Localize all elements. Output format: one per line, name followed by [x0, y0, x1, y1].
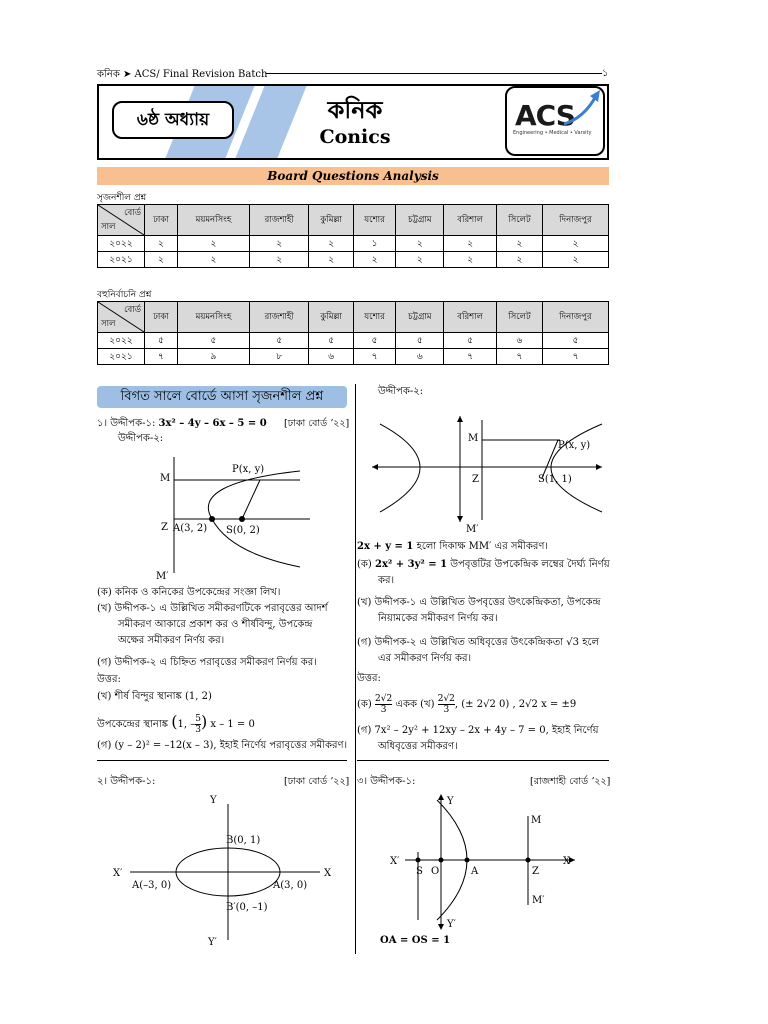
board-header-cell: দিনাজপুর	[543, 205, 609, 236]
count-cell: ২	[543, 236, 609, 252]
fig-label-Z: Z	[532, 866, 539, 877]
board-header-cell: রাজশাহী	[250, 205, 309, 236]
count-cell: ২	[396, 236, 444, 252]
q3-stimulus: ৩। উদ্দীপক-১:	[357, 776, 416, 787]
fig-label-Mprime: M′	[466, 524, 479, 535]
q1-stimulus2: উদ্দীপক-২:	[118, 433, 164, 444]
fig-label-S: S	[416, 866, 423, 877]
count-cell: ২	[353, 252, 395, 268]
fig-label-Mprime: M′	[532, 895, 545, 906]
q1-part-b-line2: সমীকরণ আকারে প্রকাশ কর ও শীর্ষবিন্দু, উপকেন্দ্র	[118, 619, 313, 630]
q1-answer-b1: (খ) শীর্ষ বিন্দুর স্থানাঙ্ক (1, 2)	[97, 691, 212, 702]
q1r-stimulus2: উদ্দীপক-২:	[378, 386, 424, 397]
q1-answer-label: উত্তর:	[97, 674, 121, 685]
q1r-answer-ab: (ক) $\frac{2√2}{3}$ একক (খ) $\frac{2√2}{3}$ , (± 2√2 0) , 2√2 x = ±9	[357, 694, 577, 715]
board-header-cell: সিলেট	[496, 302, 542, 333]
board-header-cell: চট্টগ্রাম	[396, 302, 444, 333]
mcq-table-caption: বহুনির্বাচনি প্রশ্ন	[97, 290, 152, 300]
q1r-part-a: (ক) 2x² + 3y² = 1 উপবৃত্তটির উপকেন্দ্রিক লম্বের দৈর্ঘ্য নির্ণয়	[357, 559, 610, 570]
table-row	[98, 333, 609, 349]
count-cell: ৭	[145, 349, 178, 365]
q1r-part-b-line1: (খ) উদ্দীপক-১ এ উল্লিখিত উপবৃত্তের উৎকেন্দ্রিকতা, উপকেন্দ্র	[357, 597, 601, 608]
count-cell: ২	[177, 236, 249, 252]
count-cell: ৫	[309, 333, 354, 349]
count-cell: ৫	[250, 333, 309, 349]
fig-label-B: B(0, 1)	[226, 835, 261, 846]
chapter-title-en: Conics	[319, 126, 391, 148]
count-cell: ২	[496, 236, 542, 252]
count-cell: ২	[250, 252, 309, 268]
fig-label-P: P(x, y)	[232, 464, 265, 475]
year-cell: ২০২১	[98, 349, 145, 365]
count-cell: ১	[353, 236, 395, 252]
q1r-hyperbola-figure	[370, 412, 610, 537]
q1-stimulus1: ১। উদ্দীপক-১: 3x² – 4y – 6x – 5 = 0	[97, 418, 267, 429]
question-divider	[357, 760, 609, 761]
fig-label-O: O	[431, 866, 440, 877]
creative-questions-table	[97, 204, 609, 268]
q3-parabola-figure	[385, 790, 585, 935]
chapter-label: ৬ষ্ঠ অধ্যায়	[112, 101, 234, 139]
q3-board: [রাজশাহী বোর্ড ʼ২২]	[530, 776, 611, 787]
fig-label-S: S(0, 2)	[226, 525, 260, 536]
mcq-questions-table	[97, 301, 609, 365]
table-row	[98, 349, 609, 365]
header-rule	[266, 73, 602, 74]
fig-label-A-neg: A(–3, 0)	[132, 880, 172, 891]
count-cell: ৫	[353, 333, 395, 349]
q2-stimulus: ২। উদ্দীপক-১:	[97, 776, 156, 787]
section-title: বিগত সালে বোর্ডে আসা সৃজনশীল প্রশ্ন	[97, 386, 347, 408]
board-header-cell: ঢাকা	[145, 205, 178, 236]
fig-label-Bprime: B′(0, –1)	[226, 902, 268, 913]
logo-text: ACS	[515, 99, 575, 132]
fig-label-M: M	[468, 433, 479, 444]
fig-label-A: A(3, 0)	[273, 880, 308, 891]
count-cell: ২	[396, 252, 444, 268]
fig-label-X: X	[563, 856, 571, 867]
table-corner-cell: বোর্ড সাল	[98, 205, 145, 236]
board-header-cell: সিলেট	[496, 205, 542, 236]
fig-label-Yprime: Y′	[447, 919, 456, 930]
fig-label-Y: Y	[447, 796, 454, 807]
count-cell: ২	[250, 236, 309, 252]
count-cell: ৬	[396, 349, 444, 365]
year-cell: ২০২১	[98, 252, 145, 268]
q1-part-c: (গ) উদ্দীপক-২ এ চিহ্নিত পরাবৃত্তের সমীকরণ নির্ণয় কর।	[97, 657, 317, 668]
board-header-cell: যশোর	[353, 205, 395, 236]
count-cell: ৫	[145, 333, 178, 349]
logo-arrow-icon	[560, 88, 604, 128]
year-cell: ২০২২	[98, 236, 145, 252]
fig-label-P: P(x, y)	[558, 440, 591, 451]
q1-answer-b2: উপকেন্দ্রের স্থানাঙ্ক (1, – $\frac{5}{3}$ ) x – 1 = 0	[97, 712, 255, 735]
table-corner-cell: বোর্ড সাল	[98, 302, 145, 333]
count-cell: ৭	[353, 349, 395, 365]
count-cell: ৯	[177, 349, 249, 365]
board-header-cell: ঢাকা	[145, 302, 178, 333]
fig-label-Z: Z	[161, 522, 168, 533]
count-cell: ৫	[177, 333, 249, 349]
count-cell: ২	[145, 252, 178, 268]
q1r-part-c-line1: (গ) উদ্দীপক-২ এ উল্লিখিত অধিবৃত্তের উৎকেন্দ্রিকতা √3 হলে	[357, 637, 599, 648]
header-breadcrumb: কনিক ➤ ACS/ Final Revision Batch	[97, 69, 268, 80]
board-header-cell: ময়মনসিংহ	[177, 205, 249, 236]
count-cell: ৭	[496, 349, 542, 365]
q1r-answer-c-line2: অধিবৃত্তের সমীকরণ।	[378, 741, 458, 752]
board-header-cell: চট্টগ্রাম	[396, 205, 444, 236]
q1r-answer-c-line1: (গ) 7x² – 2y² + 12xy – 2x + 4y – 7 = 0, ইহাই নির্ণেয়	[357, 725, 599, 736]
q1-answer-c: (গ) (y – 2)² = –12(x – 3), ইহাই নির্ণেয় পরাবৃত্তের সমীকরণ।	[97, 740, 348, 751]
q2-ellipse-figure	[110, 790, 345, 950]
board-header-cell: কুমিল্লা	[309, 302, 354, 333]
count-cell: ২	[309, 236, 354, 252]
board-header-cell: বরিশাল	[444, 205, 496, 236]
fig-label-X: X	[324, 868, 332, 879]
q1-part-b-line3: অক্ষের সমীকরণ নির্ণয় কর।	[118, 635, 225, 646]
q2-board: [ঢাকা বোর্ড ʼ২২]	[284, 776, 350, 787]
count-cell: ২	[444, 236, 496, 252]
analysis-bar: Board Questions Analysis	[97, 167, 609, 185]
board-header-cell: বরিশাল	[444, 302, 496, 333]
fig-label-A: A(3, 2)	[173, 523, 208, 534]
q1r-directrix: 2x + y = 1 হলো দিকাক্ষ MM′ এর সমীকরণ।	[357, 541, 549, 552]
q1r-part-a-line2: কর।	[378, 575, 395, 586]
chapter-title-bn: কনিক	[327, 96, 383, 124]
logo-tagline: Engineering • Medical • Varsity	[513, 130, 592, 136]
fig-label-Y: Y	[210, 795, 217, 806]
page-number: ১	[602, 68, 609, 79]
fig-label-S: S(1, 1)	[538, 474, 572, 485]
q1r-part-c-line2: এর সমীকরণ নির্ণয় কর।	[378, 653, 472, 664]
creative-table-caption: সৃজনশীল প্রশ্ন	[97, 193, 147, 203]
count-cell: ৭	[444, 349, 496, 365]
count-cell: ৬	[309, 349, 354, 365]
count-cell: ২	[177, 252, 249, 268]
board-header-cell: কুমিল্লা	[309, 205, 354, 236]
fig-label-A: A	[471, 866, 479, 877]
count-cell: ২	[543, 252, 609, 268]
count-cell: ৮	[250, 349, 309, 365]
q1r-part-b-line2: নিয়ামকের সমীকরণ নির্ণয় কর।	[378, 613, 498, 624]
count-cell: ২	[145, 236, 178, 252]
year-cell: ২০২২	[98, 333, 145, 349]
board-header-cell: রাজশাহী	[250, 302, 309, 333]
fig-label-Z: Z	[472, 474, 479, 485]
table-row	[98, 236, 609, 252]
count-cell: ৫	[543, 333, 609, 349]
fig-label-Xprime: X′	[390, 856, 400, 867]
q1-board: [ঢাকা বোর্ড ʼ২২]	[284, 418, 350, 429]
fig-label-Yprime: Y′	[208, 937, 217, 948]
q1-part-b-line1: (খ) উদ্দীপক-১ এ উল্লিখিত সমীকরণটিকে পরাবৃত্তের আদর্শ	[97, 603, 328, 614]
count-cell: ২	[444, 252, 496, 268]
count-cell: ২	[309, 252, 354, 268]
question-divider	[97, 760, 347, 761]
table-row	[98, 252, 609, 268]
count-cell: ২	[496, 252, 542, 268]
fig-label-Xprime: X′	[113, 868, 123, 879]
board-header-cell: যশোর	[353, 302, 395, 333]
board-header-cell: দিনাজপুর	[543, 302, 609, 333]
fig-label-Mprime: M′	[156, 571, 169, 582]
q1r-answer-label: উত্তর:	[357, 673, 381, 684]
q1-parabola-figure	[150, 455, 320, 585]
fig-label-M: M	[531, 815, 542, 826]
fig-label-M: M	[160, 473, 171, 484]
count-cell: ৫	[444, 333, 496, 349]
board-header-cell: ময়মনসিংহ	[177, 302, 249, 333]
q3-equation: OA = OS = 1	[380, 935, 451, 946]
count-cell: ৬	[496, 333, 542, 349]
q1-part-a: (ক) কনিক ও কনিকের উপকেন্দ্রের সংজ্ঞা লিখ।	[97, 587, 281, 598]
column-divider	[355, 384, 356, 954]
count-cell: ৫	[396, 333, 444, 349]
count-cell: ৭	[543, 349, 609, 365]
